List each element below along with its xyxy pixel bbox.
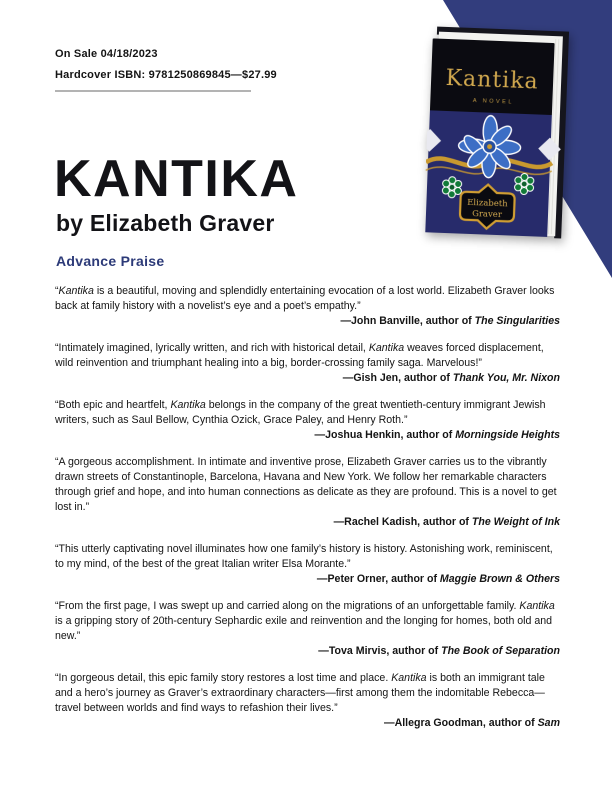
quote-block <box>55 398 560 443</box>
quote-block <box>55 671 560 731</box>
divider-rule <box>55 90 251 92</box>
quotes-list <box>55 284 560 731</box>
cover-novel-label: A NOVEL <box>472 97 514 106</box>
on-sale-date: On Sale 04/18/2023 <box>55 48 158 60</box>
quote-text: “In gorgeous detail, this epic family story restores a lost time and place. Kantika is both an immigrant tale and a hero’s journey as Graver’s extraordinary characters—first among them the indomitable Rebecca—travel between worlds and find ways to refashion their lives.” <box>55 672 545 714</box>
cover-author-last: Graver <box>471 209 503 221</box>
quote-block <box>55 341 560 386</box>
quote-block <box>55 455 560 530</box>
tile-pattern <box>423 110 562 237</box>
quote-text: “From the first page, I was swept up and carried along on the migrations of an unforgettable family. Kantika is a gripping story of 20th-century Sephardic exile and reinvention and the longing for homes, both old and new.” <box>55 600 555 642</box>
quote-text: “Both epic and heartfelt, Kantika belongs in the company of the great twentieth-century immigrant Jewish writers, such as Saul Bellow, Cynthia Ozick, Grace Paley, and Henry Roth.” <box>55 399 546 426</box>
quote-attribution: —Tova Mirvis, author of The Book of Separation <box>318 645 560 657</box>
page-title: KANTIKA <box>54 150 299 208</box>
quote-block <box>55 284 560 329</box>
quote-block <box>55 542 560 587</box>
byline: by Elizabeth Graver <box>56 210 275 236</box>
quote-text: “This utterly captivating novel illuminates how one family’s history is history. Astonishing work, reminiscent, to my mind, of the best of the great Italian writer Elsa Morante.” <box>55 543 553 570</box>
quote-text: “Kantika is a beautiful, moving and splendidly entertaining evocation of a lost world. Elizabeth Graver looks back at family history with a novelist’s eye and a poet’s empathy.” <box>55 285 555 312</box>
isbn-price: Hardcover ISBN: 9781250869845—$27.99 <box>55 69 277 81</box>
quote-attribution: —Rachel Kadish, author of The Weight of Ink <box>333 516 560 528</box>
quote-attribution: —Peter Orner, author of Maggie Brown & Others <box>316 573 560 585</box>
quote-attribution: —John Banville, author of The Singularities <box>340 315 560 327</box>
book-cover-3d <box>423 26 574 246</box>
sale-info <box>55 48 277 92</box>
section-heading-advance-praise: Advance Praise <box>56 253 165 269</box>
quote-text: “Intimately imagined, lyrically written, and rich with historical detail, Kantika weaves forced displacement, wild reinvention and triumphant healing into a big, border-crossing family saga. Marvelous!” <box>55 342 544 369</box>
quote-attribution: —Allegra Goodman, author of Sam <box>383 717 560 729</box>
book-cover-illustration <box>423 26 574 246</box>
quote-block <box>55 599 560 659</box>
quote-attribution: —Joshua Henkin, author of Morningside Heights <box>314 429 560 441</box>
cover-title: Kantika <box>445 65 540 95</box>
cover-author-first: Elizabeth <box>466 197 508 210</box>
quote-attribution: —Gish Jen, author of Thank You, Mr. Nixon <box>342 372 560 384</box>
quote-text: “A gorgeous accomplishment. In intimate and inventive prose, Elizabeth Graver carries us to the vibrantly drawn streets of Constantinople, Barcelona, Havana and New York. We follow her remarkable characters through grief and hope, and into human connections as delicate as they are profound. This is a novel to get lost in.” <box>55 456 557 513</box>
